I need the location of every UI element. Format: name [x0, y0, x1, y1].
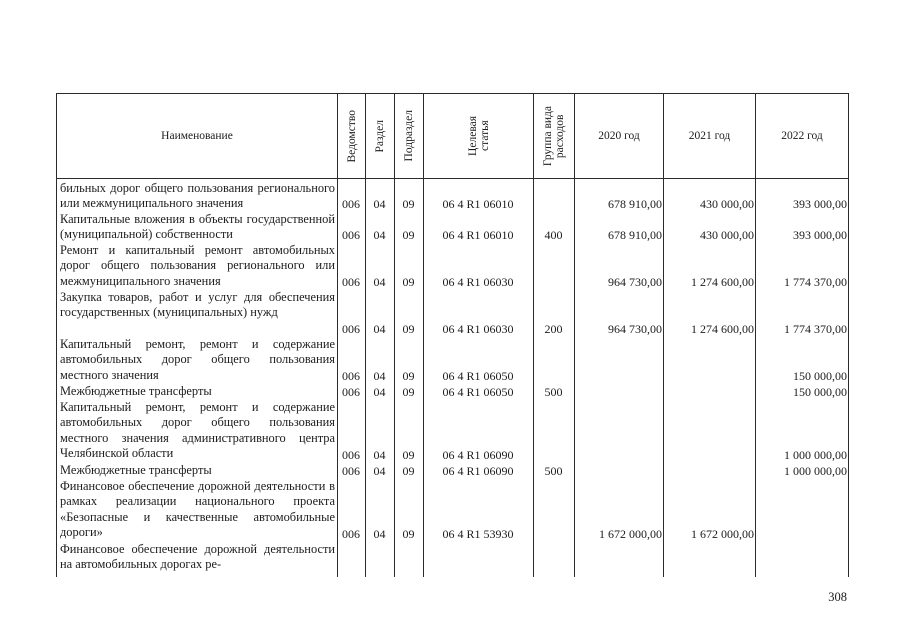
row-razdel: 04 [373, 227, 386, 242]
row-name: Финансовое обеспечение дорожной деятельности на автомобильных дорогах ре- [60, 542, 335, 572]
row-vedomstvo: 006 [342, 227, 360, 242]
table-row [56, 384, 849, 400]
row-tselevaya-statya: 06 4 R1 06050 [442, 384, 514, 399]
row-gruppa: 500 [544, 463, 563, 478]
row-2021: 430 000,00 [700, 196, 754, 211]
row-2021: 430 000,00 [700, 227, 754, 242]
row-podrazdel: 09 [402, 463, 415, 478]
row-2022: 150 000,00 [793, 368, 847, 383]
header-vedomstvo: Ведомство [345, 109, 358, 163]
row-name: Капитальный ремонт, ремонт и содержание автомобильных дорог общего пользования местного значения [60, 337, 335, 382]
budget-table [56, 93, 849, 577]
row-vedomstvo: 006 [342, 447, 360, 462]
row-2021: 1 274 600,00 [691, 274, 754, 289]
row-podrazdel: 09 [402, 274, 415, 289]
table-row [56, 181, 849, 212]
row-razdel: 04 [373, 447, 386, 462]
row-2021: 1 274 600,00 [691, 321, 754, 336]
row-name: Закупка товаров, работ и услуг для обеспечения государственных (муниципальных) нужд [60, 290, 335, 320]
row-2020: 678 910,00 [608, 227, 662, 242]
row-name: Ремонт и капитальный ремонт автомобильных дорог общего пользования регионального или межмуниципального значения [60, 243, 335, 288]
row-2022: 150 000,00 [793, 384, 847, 399]
row-tselevaya-statya: 06 4 R1 06090 [442, 463, 514, 478]
header-2021: 2021 год [688, 129, 731, 142]
row-tselevaya-statya: 06 4 R1 06050 [442, 368, 514, 383]
row-razdel: 04 [373, 384, 386, 399]
row-vedomstvo: 006 [342, 526, 360, 541]
row-razdel: 04 [373, 274, 386, 289]
row-name: Межбюджетные трансферты [60, 384, 212, 398]
header-2022: 2022 год [781, 129, 823, 142]
row-2021: 1 672 000,00 [691, 526, 754, 541]
row-razdel: 04 [373, 463, 386, 478]
row-vedomstvo: 006 [342, 384, 360, 399]
row-2022: 1 000 000,00 [784, 463, 847, 478]
table-row [56, 479, 849, 542]
row-2022: 393 000,00 [793, 196, 847, 211]
row-razdel: 04 [373, 196, 386, 211]
row-vedomstvo: 006 [342, 321, 360, 336]
header-razdel: Раздел [374, 119, 386, 153]
row-tselevaya-statya: 06 4 R1 53930 [442, 526, 514, 541]
header-gruppa-vida-raskhodov: Группа вида расходов [542, 105, 566, 167]
row-vedomstvo: 006 [342, 274, 360, 289]
row-podrazdel: 09 [402, 227, 415, 242]
row-podrazdel: 09 [402, 321, 415, 336]
row-name: Капитальный ремонт, ремонт и содержание автомобильных дорог общего пользования местного значения административного центра Челябинской области [60, 400, 335, 461]
table-row [56, 463, 849, 479]
header-2020: 2020 год [598, 129, 640, 142]
table-row [56, 290, 849, 337]
page-number: 308 [828, 590, 847, 604]
row-razdel: 04 [373, 526, 386, 541]
row-name: Финансовое обеспечение дорожной деятельности в рамках реализации национального проекта «Безопасные и качественные автомобильные дороги» [60, 479, 335, 540]
header-tselevaya-statya: Целевая статья [466, 116, 491, 156]
table-row [56, 212, 849, 243]
row-razdel: 04 [373, 321, 386, 336]
row-vedomstvo: 006 [342, 463, 360, 478]
row-podrazdel: 09 [402, 526, 415, 541]
row-2020: 1 672 000,00 [599, 526, 662, 541]
row-podrazdel: 09 [402, 368, 415, 383]
row-tselevaya-statya: 06 4 R1 06030 [442, 321, 514, 336]
row-2020: 964 730,00 [608, 274, 662, 289]
row-gruppa: 500 [544, 384, 563, 399]
row-podrazdel: 09 [402, 447, 415, 462]
row-razdel: 04 [373, 368, 386, 383]
table-row [56, 542, 849, 576]
row-tselevaya-statya: 06 4 R1 06010 [442, 227, 514, 242]
row-gruppa: 400 [544, 227, 563, 242]
row-2022: 393 000,00 [793, 227, 847, 242]
table-row [56, 337, 849, 384]
row-tselevaya-statya: 06 4 R1 06010 [442, 196, 514, 211]
row-vedomstvo: 006 [342, 196, 360, 211]
row-podrazdel: 09 [402, 384, 415, 399]
table-row [56, 400, 849, 463]
row-name: Капитальные вложения в объекты государственной (муниципальной) собственности [60, 212, 335, 242]
header-podrazdel: Подраздел [403, 110, 415, 162]
row-2022: 1 774 370,00 [784, 274, 847, 289]
table-row [56, 243, 849, 290]
row-2020: 678 910,00 [608, 196, 662, 211]
row-2020: 964 730,00 [608, 321, 662, 336]
row-podrazdel: 09 [402, 196, 415, 211]
header-name: Наименование [161, 129, 233, 142]
row-2022: 1 000 000,00 [784, 447, 847, 462]
row-name: Межбюджетные трансферты [60, 463, 212, 477]
row-tselevaya-statya: 06 4 R1 06030 [442, 274, 514, 289]
row-2022: 1 774 370,00 [784, 321, 847, 336]
row-gruppa: 200 [544, 321, 563, 336]
row-vedomstvo: 006 [342, 368, 360, 383]
row-name: бильных дорог общего пользования регионального или межмуниципального значения [60, 181, 335, 211]
row-tselevaya-statya: 06 4 R1 06090 [442, 447, 514, 462]
